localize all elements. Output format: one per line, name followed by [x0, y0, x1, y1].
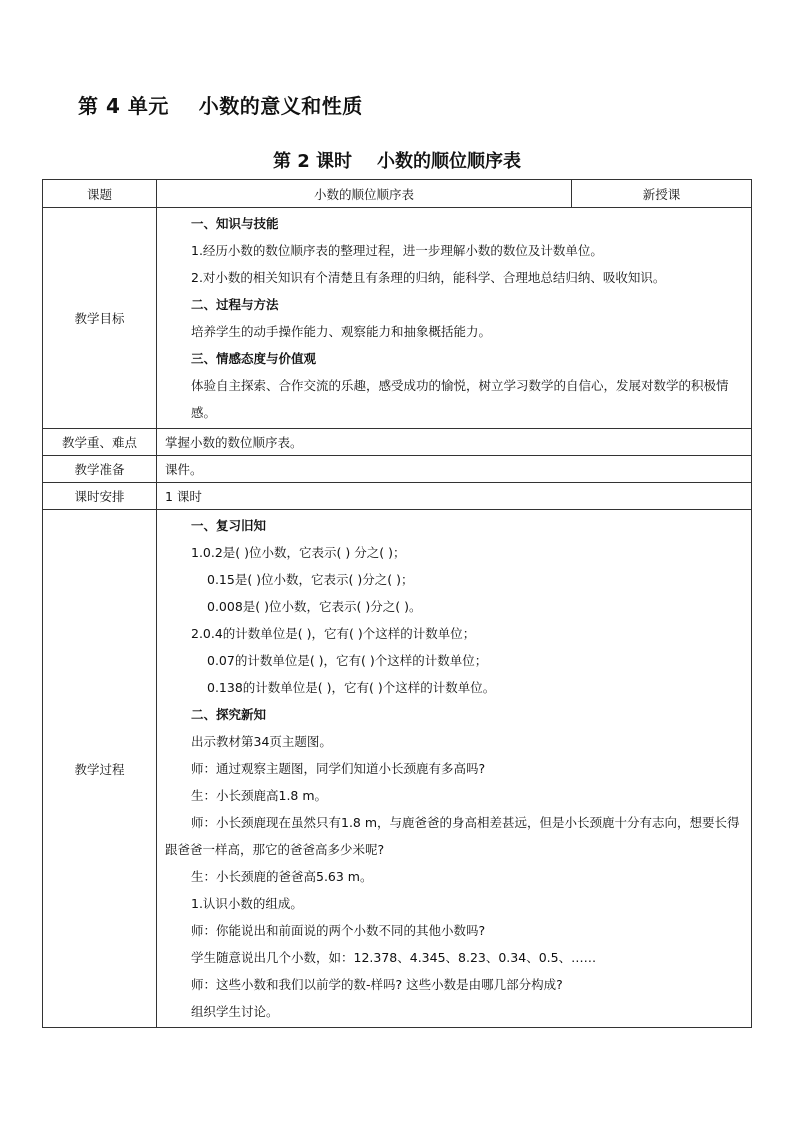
lesson-type: 新授课 — [572, 180, 752, 208]
process-line: 0.138的计数单位是( )，它有( )个这样的计数单位。 — [207, 680, 496, 695]
process-heading: 一、复习旧知 — [191, 518, 267, 533]
process-content — [157, 510, 752, 1028]
objectives-heading: 三、情感态度与价值观 — [191, 351, 317, 366]
process-line: 师：通过观察主题图，同学们知道小长颈鹿有多高吗? — [191, 761, 486, 776]
objectives-line: 1.经历小数的数位顺序表的整理过程，进一步理解小数的数位及计数单位。 — [191, 243, 603, 258]
objectives-heading: 二、过程与方法 — [191, 297, 279, 312]
topic-value: 小数的顺位顺序表 — [157, 180, 572, 208]
process-line: 师：小长颈鹿现在虽然只有1.8 m，与鹿爸爸的身高相差甚远，但是小长颈鹿十分有志向，想要长得跟爸爸一样高，那它的爸爸高多少米呢? — [165, 815, 740, 857]
lesson-plan-table — [42, 179, 752, 1028]
process-line: 师：你能说出和前面说的两个小数不同的其他小数吗? — [191, 923, 486, 938]
process-heading: 二、探究新知 — [191, 707, 267, 722]
key-points-value: 掌握小数的数位顺序表。 — [157, 429, 752, 456]
process-line: 生：小长颈鹿的爸爸高5.63 m。 — [191, 869, 373, 884]
objectives-line: 2.对小数的相关知识有个清楚且有条理的归纳，能科学、合理地总结归纳、吸收知识。 — [191, 270, 666, 285]
process-line: 0.15是( )位小数，它表示( )分之( )； — [207, 572, 414, 587]
table-row-objectives — [43, 208, 752, 429]
process-line: 0.07的计数单位是( )，它有( )个这样的计数单位； — [207, 653, 488, 668]
table-row-preparation — [43, 456, 752, 483]
table-row-topic — [43, 180, 752, 208]
objectives-label: 教学目标 — [43, 208, 157, 429]
objectives-line: 体验自主探索、合作交流的乐趣，感受成功的愉悦，树立学习数学的自信心，发展对数学的积极情感。 — [191, 378, 729, 420]
process-line: 2.0.4的计数单位是( )，它有( )个这样的计数单位； — [191, 626, 476, 641]
schedule-label: 课时安排 — [43, 483, 157, 510]
topic-label: 课题 — [43, 180, 157, 208]
objectives-content — [157, 208, 752, 429]
table-row-key-points — [43, 429, 752, 456]
table-row-process — [43, 510, 752, 1028]
objectives-line: 培养学生的动手操作能力、观察能力和抽象概括能力。 — [191, 324, 492, 339]
lesson-title: 第 2 课时 小数的顺位顺序表 — [272, 151, 522, 172]
process-line: 生：小长颈鹿高1.8 m。 — [191, 788, 328, 803]
process-label: 教学过程 — [43, 510, 157, 1028]
preparation-label: 教学准备 — [43, 456, 157, 483]
process-line: 组织学生讨论。 — [191, 1004, 279, 1019]
schedule-value: 1 课时 — [157, 483, 752, 510]
process-line: 师：这些小数和我们以前学的数-样吗? 这些小数是由哪几部分构成? — [191, 977, 563, 992]
unit-title: 第 4 单元 小数的意义和性质 — [78, 94, 363, 118]
process-line: 出示教材第34页主题图。 — [191, 734, 332, 749]
table-row-schedule — [43, 483, 752, 510]
process-line: 学生随意说出几个小数，如：12.378、4.345、8.23、0.34、0.5、…… — [191, 950, 597, 965]
objectives-heading: 一、知识与技能 — [191, 216, 279, 231]
process-line: 0.008是( )位小数，它表示( )分之( )。 — [207, 599, 422, 614]
process-line: 1.认识小数的组成。 — [191, 896, 303, 911]
key-points-label: 教学重、难点 — [43, 429, 157, 456]
process-line: 1.0.2是( )位小数，它表示( ) 分之( )； — [191, 545, 406, 560]
preparation-value: 课件。 — [157, 456, 752, 483]
